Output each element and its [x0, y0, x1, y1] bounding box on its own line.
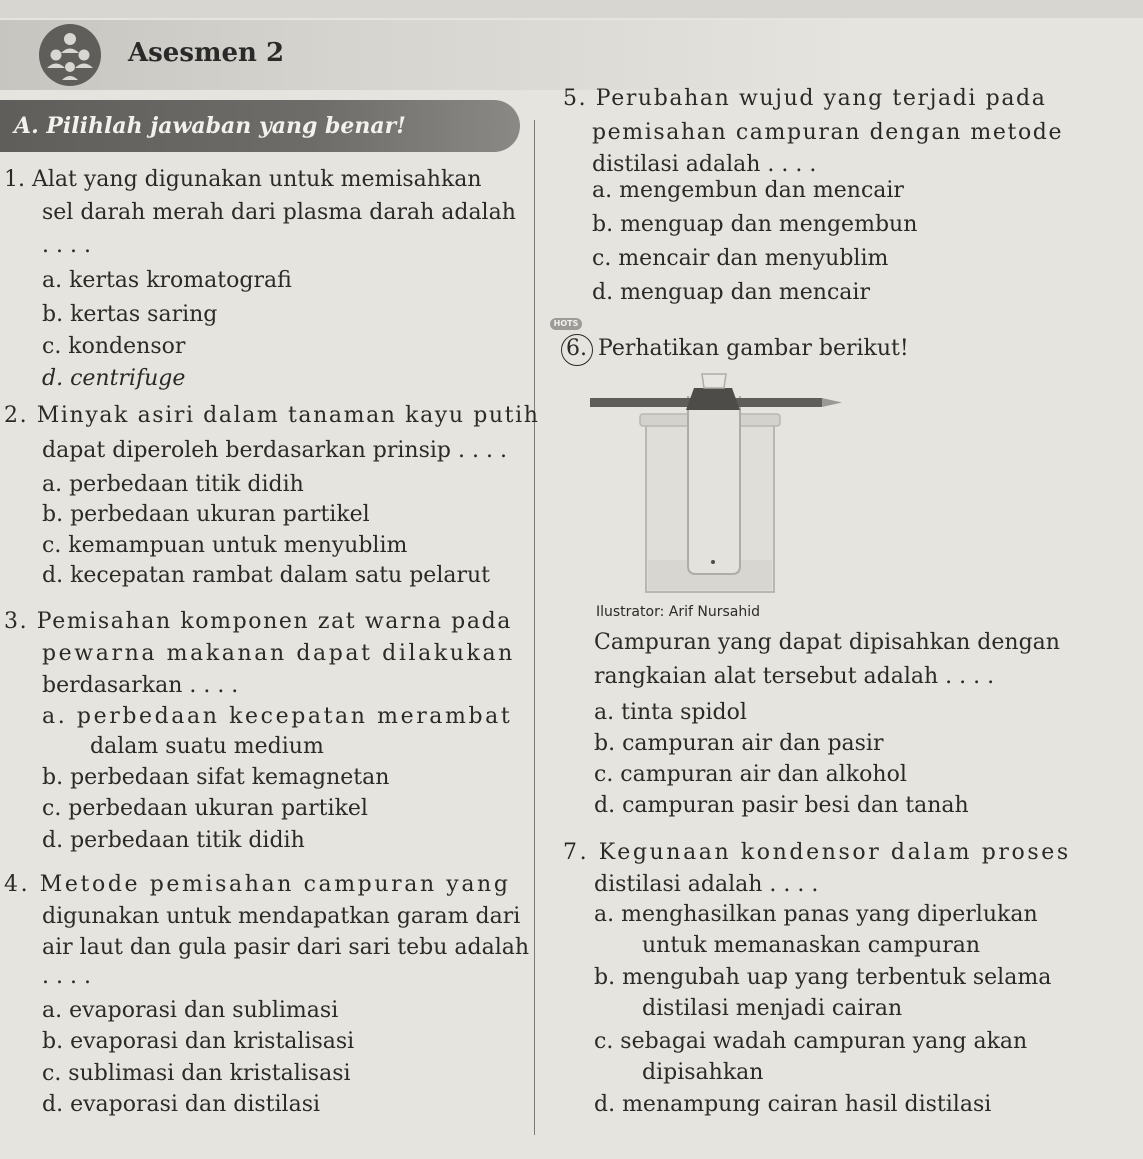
illustrator-credit: Ilustrator: Arif Nursahid — [596, 604, 760, 620]
q7-option-d[interactable]: d. menampung cairan hasil distilasi — [594, 1092, 992, 1117]
hots-badge: HOTS — [550, 318, 582, 330]
q6-line-1: Campuran yang dapat dipisahkan dengan — [594, 630, 1060, 655]
q4-option-d[interactable]: d. evaporasi dan distilasi — [42, 1092, 321, 1117]
q5-option-d[interactable]: d. menguap dan mencair — [592, 280, 870, 305]
header-title: Asesmen 2 — [128, 38, 285, 68]
q6-option-b[interactable]: b. campuran air dan pasir — [594, 731, 884, 756]
q7-line-2: distilasi adalah . . . . — [594, 872, 819, 897]
q2-line-2: dapat diperoleh berdasarkan prinsip . . . . — [42, 438, 507, 463]
q5-option-a[interactable]: a. mengembun dan mencair — [592, 178, 904, 203]
distillation-apparatus-illustration — [590, 370, 850, 602]
q1-option-c[interactable]: c. kondensor — [42, 334, 186, 359]
top-strip — [0, 0, 1143, 18]
q7-option-a-cont: untuk memanaskan campuran — [642, 933, 981, 958]
q5-option-b[interactable]: b. menguap dan mengembun — [592, 212, 918, 237]
section-title: A. Pilihlah jawaban yang benar! — [14, 113, 406, 139]
q7-option-b-cont: distilasi menjadi cairan — [642, 996, 903, 1021]
q1-option-a[interactable]: a. kertas kromatografi — [42, 268, 292, 293]
q2-option-a[interactable]: a. perbedaan titik didih — [42, 472, 304, 497]
q6-prompt: Perhatikan gambar berikut! — [598, 336, 909, 361]
q6-option-a[interactable]: a. tinta spidol — [594, 700, 747, 725]
q6-number: 6. — [566, 336, 587, 361]
q5-line-2: pemisahan campuran dengan metode — [592, 120, 1064, 145]
q3-option-a[interactable]: a. perbedaan kecepatan merambat — [42, 704, 513, 729]
q4-option-a[interactable]: a. evaporasi dan sublimasi — [42, 998, 339, 1023]
q3-option-b[interactable]: b. perbedaan sifat kemagnetan — [42, 765, 390, 790]
q2-option-b[interactable]: b. perbedaan ukuran partikel — [42, 502, 370, 527]
q3-option-a-cont: dalam suatu medium — [90, 734, 324, 759]
q7-option-c-cont: dipisahkan — [642, 1060, 764, 1085]
q7-line-1: 7. Kegunaan kondensor dalam proses — [563, 840, 1071, 865]
q4-line-2: digunakan untuk mendapatkan garam dari — [42, 904, 521, 929]
q5-line-1: 5. Perubahan wujud yang terjadi pada — [563, 86, 1047, 111]
q4-option-c[interactable]: c. sublimasi dan kristalisasi — [42, 1061, 351, 1086]
q6-option-c[interactable]: c. campuran air dan alkohol — [594, 762, 907, 787]
q4-line-1: 4. Metode pemisahan campuran yang — [4, 872, 511, 897]
q7-option-c[interactable]: c. sebagai wadah campuran yang akan — [594, 1029, 1028, 1054]
q5-line-3: distilasi adalah . . . . — [592, 152, 817, 177]
q4-option-b[interactable]: b. evaporasi dan kristalisasi — [42, 1029, 355, 1054]
q1-line-3: . . . . — [42, 233, 91, 258]
q7-option-a[interactable]: a. menghasilkan panas yang diperlukan — [594, 902, 1038, 927]
q6-option-d[interactable]: d. campuran pasir besi dan tanah — [594, 793, 969, 818]
q2-line-1: 2. Minyak asiri dalam tanaman kayu putih — [4, 403, 540, 428]
q1-option-d[interactable]: d. centrifuge — [42, 366, 186, 391]
q5-option-c[interactable]: c. mencair dan menyublim — [592, 246, 889, 271]
q6-line-2: rangkaian alat tersebut adalah . . . . — [594, 664, 995, 689]
q3-option-c[interactable]: c. perbedaan ukuran partikel — [42, 796, 368, 821]
q4-line-3: air laut dan gula pasir dari sari tebu adalah — [42, 935, 530, 960]
q3-line-1: 3. Pemisahan komponen zat warna pada — [4, 609, 512, 634]
q3-line-2: pewarna makanan dapat dilakukan — [42, 641, 515, 666]
q3-line-3: berdasarkan . . . . — [42, 673, 239, 698]
q4-line-4: . . . . — [42, 964, 91, 989]
column-divider — [534, 120, 535, 1135]
q2-option-c[interactable]: c. kemampuan untuk menyublim — [42, 533, 408, 558]
q2-option-d[interactable]: d. kecepatan rambat dalam satu pelarut — [42, 563, 491, 588]
q3-option-d[interactable]: d. perbedaan titik didih — [42, 828, 305, 853]
q1-line-1: 1. Alat yang digunakan untuk memisahkan — [4, 167, 482, 192]
q1-line-2: sel darah merah dari plasma darah adalah — [42, 200, 516, 225]
q1-option-b[interactable]: b. kertas saring — [42, 302, 218, 327]
group-people-icon — [34, 22, 106, 88]
q7-option-b[interactable]: b. mengubah uap yang terbentuk selama — [594, 965, 1052, 990]
